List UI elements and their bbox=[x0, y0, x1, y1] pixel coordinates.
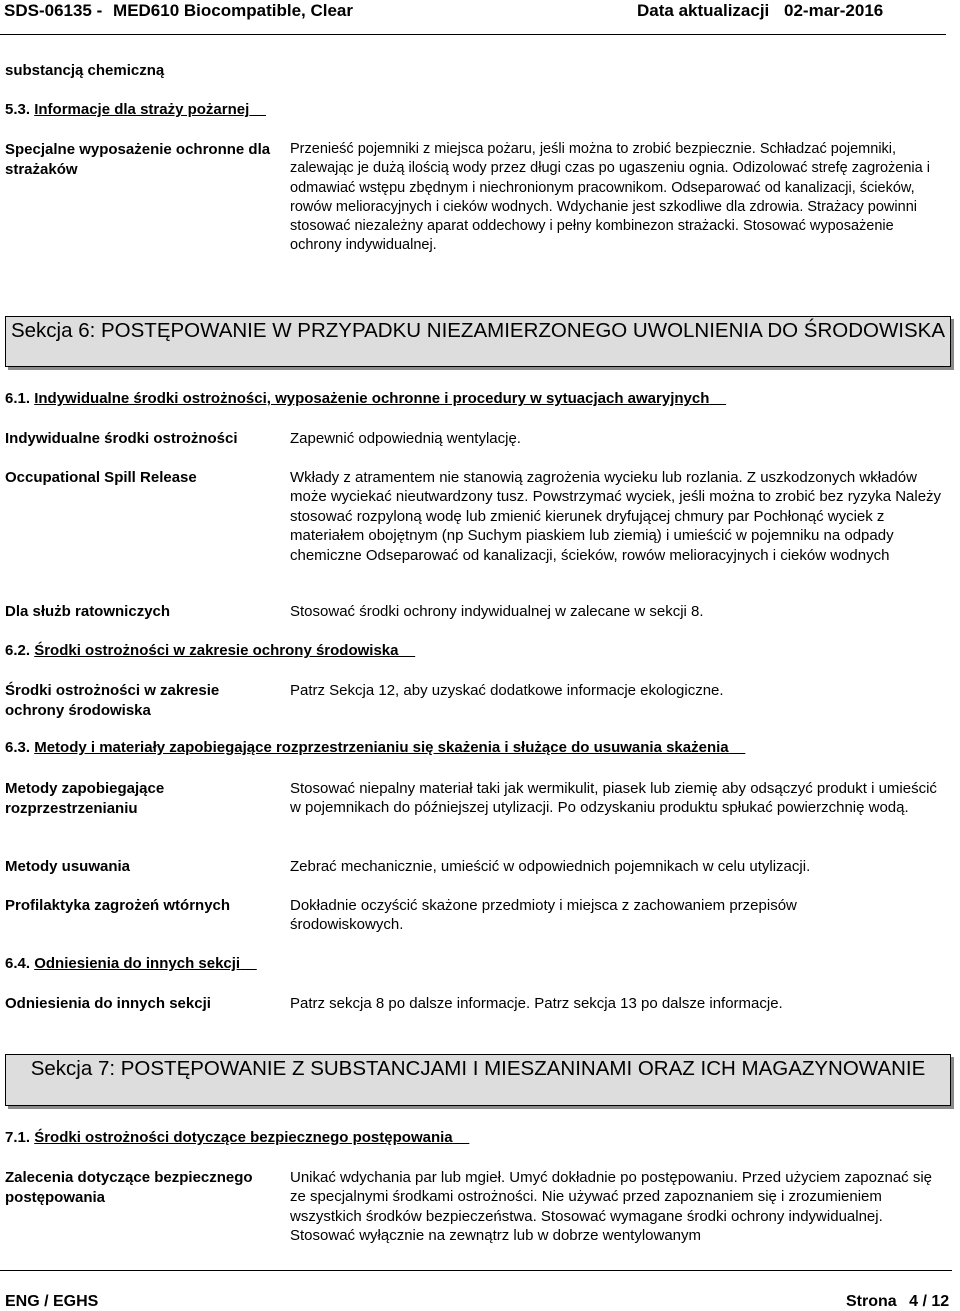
field-value: Unikać wdychania par lub mgieł. Umyć dokładnie po postępowaniu. Przed użyciem zapoznać się ze specjalnymi środkami ostrożności. Nie używać przed zapoznaniem się i zrozumieniem wszystkich środków bezpieczeństwa. Stosować wymagane środki ochrony indywidualnej. Stosować wyłącznie na zewnątrz lub w dobrze wentylowanym bbox=[290, 1169, 932, 1245]
heading-text: Środki ostrożności w zakresie ochrony środowiska bbox=[34, 642, 399, 659]
field-label: Occupational Spill Release bbox=[5, 469, 197, 486]
section-7-title: Sekcja 7: POSTĘPOWANIE Z SUBSTANCJAMI I MIESZANINAMI ORAZ ICH MAGAZYNOWANIE bbox=[5, 1054, 951, 1106]
field-label: Metody usuwania bbox=[5, 858, 131, 875]
field-value: Dokładnie oczyścić skażone przedmioty i miejsca z zachowaniem przepisów środowiskowych. bbox=[290, 897, 797, 934]
field-label: Indywidualne środki ostrożności bbox=[5, 430, 238, 447]
doc-id: SDS-06135 bbox=[4, 1, 92, 20]
footer-language: ENG / EGHS bbox=[5, 1293, 99, 1310]
revision-date-value: 02-mar-2016 bbox=[784, 1, 884, 20]
header-rule bbox=[0, 34, 946, 35]
revision-date-label: Data aktualizacji bbox=[637, 1, 770, 20]
subsection-heading-5-3 bbox=[5, 101, 266, 118]
field-value: Wkłady z atramentem nie stanowią zagrożenia wycieku lub rozlania. Z uszkodzonych wkładów może wyciekać nieutwardzony tusz. Powstrzymać wyciek, jeśli można to zrobić bez ryzyka Należy stosować rozpyloną wodę lub zmienić kierunek dryfującej chmury par Pochłonąć wyciek z materiałem obojętnym (np Suchym piaskiem lub ziemią) i umieścić w pojemniku na odpady chemiczne Odseparować od kanalizacji, ścieków, rowów melioracyjnych i cieków wodnych bbox=[290, 469, 942, 564]
field-value: Patrz sekcja 8 po dalsze informacje. Patrz sekcja 13 po dalsze informacje. bbox=[290, 995, 783, 1012]
product-name: MED610 Biocompatible, Clear bbox=[113, 1, 353, 20]
footer-rule bbox=[0, 1270, 952, 1271]
field-label: Dla służb ratowniczych bbox=[5, 603, 171, 620]
heading-text: Informacje dla straży pożarnej bbox=[34, 101, 250, 118]
field-value: Patrz Sekcja 12, aby uzyskać dodatkowe informacje ekologiczne. bbox=[290, 682, 724, 699]
field-label: Metody zapobiegające rozprzestrzenianiu bbox=[5, 780, 165, 817]
heading-number: 6.4. bbox=[5, 955, 31, 972]
heading-text: Indywidualne środki ostrożności, wyposażenie ochronne i procedury w sytuacjach awaryjnych bbox=[34, 390, 710, 407]
field-label: Odniesienia do innych sekcji bbox=[5, 995, 211, 1012]
heading-number: 6.3. bbox=[5, 739, 31, 756]
page-value: 4 / 12 bbox=[909, 1293, 950, 1310]
field-value: Przenieść pojemniki z miejsca pożaru, jeśli można to zrobić bezpiecznie. Schładzać pojemniki, zalewając je dużą ilością wody przez długi czas po ugaszeniu ognia. Odizolować strefę zagrożenia i odmawiać wstępu zbędnym i niechronionym pracownikom. Odseparować od kanalizacji, ścieków, rowów melioracyjnych i cieków wodnych. Wdychanie jest szkodliwe dla zdrowia. Strażacy powinni stosować niezależny aparat oddechowy i pełny kombinezon strażacki. Stosować wyposażenie ochrony indywidualnej. bbox=[290, 141, 930, 254]
subsection-heading-6-1 bbox=[5, 390, 726, 407]
section-6-title: Sekcja 6: POSTĘPOWANIE W PRZYPADKU NIEZAMIERZONEGO UWOLNIENIA DO ŚRODOWISKA bbox=[5, 316, 951, 367]
heading-number: 6.2. bbox=[5, 642, 31, 659]
heading-text: Środki ostrożności dotyczące bezpiecznego postępowania bbox=[34, 1129, 453, 1146]
field-value: Zapewnić odpowiednią wentylację. bbox=[290, 430, 521, 447]
heading-number: 6.1. bbox=[5, 390, 31, 407]
header-separator: - bbox=[96, 1, 103, 20]
subsection-heading-7-1 bbox=[5, 1129, 469, 1146]
page-label: Strona bbox=[846, 1293, 897, 1310]
continued-text: substancją chemiczną bbox=[5, 62, 165, 79]
field-label: Środki ostrożności w zakresie ochrony środowiska bbox=[5, 682, 220, 719]
subsection-heading-6-4 bbox=[5, 955, 257, 972]
heading-text: Metody i materiały zapobiegające rozprzestrzenianiu się skażenia i służące do usuwania skażenia bbox=[34, 739, 729, 756]
field-label: Specjalne wyposażenie ochronne dla strażaków bbox=[5, 141, 271, 178]
field-label: Zalecenia dotyczące bezpiecznego postępowania bbox=[5, 1169, 253, 1206]
field-label: Profilaktyka zagrożeń wtórnych bbox=[5, 897, 231, 914]
field-value: Zebrać mechanicznie, umieścić w odpowiednich pojemnikach w celu utylizacji. bbox=[290, 858, 811, 875]
heading-text: Odniesienia do innych sekcji bbox=[34, 955, 241, 972]
field-value: Stosować środki ochrony indywidualnej w zalecane w sekcji 8. bbox=[290, 603, 704, 620]
document-header bbox=[4, 1, 353, 21]
field-value: Stosować niepalny materiał taki jak wermikulit, piasek lub ziemię aby odsączyć produkt i umieścić w pojemnikach do późniejszej utylizacji. Po odzyskaniu produktu spłukać powierzchnię wodą. bbox=[290, 780, 937, 817]
footer-page bbox=[846, 1293, 949, 1311]
subsection-heading-6-2 bbox=[5, 642, 415, 659]
subsection-heading-6-3 bbox=[5, 739, 745, 756]
heading-number: 7.1. bbox=[5, 1129, 31, 1146]
heading-number: 5.3. bbox=[5, 101, 31, 118]
revision-date bbox=[637, 1, 883, 21]
